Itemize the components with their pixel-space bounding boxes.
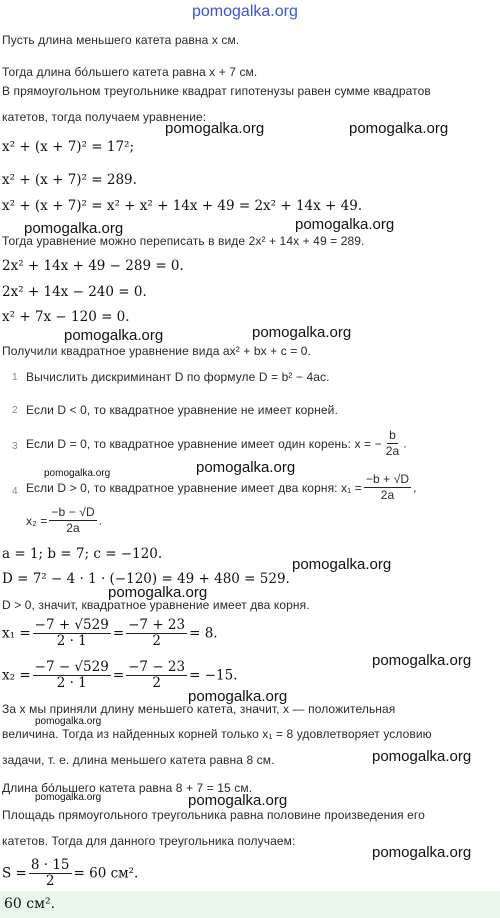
list-item: Если D < 0, то квадратное уравнение не имеет корней. [26, 403, 338, 417]
fraction [29, 858, 72, 889]
numerator: −7 + √529 [34, 617, 109, 633]
watermark: pomogalka.org [372, 748, 472, 765]
equation [2, 618, 218, 649]
list-number: 2 [12, 405, 18, 416]
equation: x² + 7x − 120 = 0. [2, 309, 130, 325]
list-item [26, 472, 417, 503]
equation [2, 660, 238, 691]
watermark: pomogalka.org [372, 652, 472, 669]
equation-lhs: x₂ = [2, 667, 31, 684]
equation: D = 7² − 4 · 1 · (−120) = 49 + 480 = 529. [2, 571, 290, 587]
result: = 60 см². [73, 865, 139, 882]
list-item-text: Если D = 0, то квадратное уравнение имеет один корень: x = − [26, 436, 382, 451]
denominator: 2a [66, 521, 80, 535]
list-item-text: Если D > 0, то квадратное уравнение имеет два корня: x₁ = [26, 480, 362, 495]
watermark: pomogalka.org [295, 216, 395, 233]
equals: = [112, 667, 125, 684]
numerator: −b − √D [51, 505, 95, 519]
fraction [126, 660, 187, 691]
denominator: 2 · 1 [56, 675, 87, 691]
answer-text: 60 см². [4, 896, 56, 912]
watermark: pomogalka.org [64, 327, 164, 344]
fraction [33, 618, 111, 649]
watermark: pomogalka.org [108, 584, 208, 601]
text-line: D > 0, значит, квадратное уравнение имеет два корня. [2, 598, 310, 612]
text-line: катетов, тогда получаем уравнение: [2, 110, 207, 124]
denominator: 2 [152, 633, 161, 649]
result: = −15. [189, 667, 238, 684]
denominator: 2a [380, 488, 395, 502]
watermark: pomogalka.org [188, 688, 288, 705]
text-line: В прямоугольном треугольнике квадрат гипотенузы равен сумме квадратов [2, 84, 431, 98]
text-line: величина. Тогда из найденных корней только x₁ = 8 удовлетворяет условию [2, 727, 432, 741]
watermark: pomogalka.org [188, 792, 288, 809]
equation-lhs: S = [2, 865, 27, 882]
denominator: 2 · 1 [56, 633, 87, 649]
equation: x² + (x + 7)² = x² + x² + 14x + 49 = 2x² + 14x + 49. [2, 198, 363, 214]
answer-box [0, 891, 500, 918]
equation: x² + (x + 7)² = 289. [2, 172, 137, 188]
equation: 2x² + 14x − 240 = 0. [2, 284, 147, 300]
text-line: Длина бо́льшего катета равна 8 + 7 = 15 см. [2, 781, 253, 795]
text-line: Тогда уравнение можно переписать в виде 2x² + 14x + 49 = 289. [2, 234, 365, 248]
list-number: 1 [12, 372, 18, 383]
list-item: Вычислить дискриминант D по формуле D = b² − 4ac. [26, 370, 330, 384]
list-item [26, 428, 407, 459]
text-line: Тогда длина бо́льшего катета равна x + 7 см. [2, 65, 258, 79]
numerator: 8 · 15 [30, 857, 70, 873]
watermark: pomogalka.org [349, 120, 449, 137]
list-number: 4 [12, 486, 18, 497]
equation: x² + (x + 7)² = 17²; [2, 139, 134, 155]
watermark: pomogalka.org [196, 459, 296, 476]
denominator: 2 [152, 675, 161, 691]
text-line: Получили квадратное уравнение вида ax² + bx + c = 0. [2, 344, 311, 358]
numerator: −7 + 23 [128, 617, 186, 633]
watermark: pomogalka.org [24, 220, 124, 237]
fraction [364, 472, 411, 503]
equation: a = 1; b = 7; c = −120. [2, 546, 163, 562]
fraction [33, 660, 111, 691]
text-line: Площадь прямоугольного треугольника равна половине произведения его [2, 808, 425, 822]
punctuation: . [98, 513, 103, 528]
list-number: 3 [12, 441, 18, 452]
numerator: b [389, 428, 396, 442]
text-line: задачи, т. е. длина меньшего катета равна 8 см. [2, 753, 275, 767]
equation-lhs: x₁ = [2, 625, 31, 642]
text-line: катетов. Тогда для данного треугольника получаем: [2, 834, 296, 848]
watermark: pomogalka.org [35, 716, 102, 727]
numerator: −b + √D [365, 472, 410, 486]
equation [2, 858, 138, 889]
equation-lhs: x₂ = [26, 513, 48, 528]
fraction [49, 505, 96, 536]
punctuation: . [403, 436, 407, 451]
watermark: pomogalka.org [165, 120, 265, 137]
numerator: −7 − 23 [128, 659, 186, 675]
watermark: pomogalka.org [292, 556, 392, 573]
watermark: pomogalka.org [252, 324, 352, 341]
result: = 8. [189, 625, 218, 642]
fraction [384, 428, 402, 459]
denominator: 2a [385, 444, 400, 458]
text-line: За x мы приняли длину меньшего катета, значит, x — положительная [2, 702, 396, 716]
watermark: pomogalka.org [372, 844, 472, 861]
watermark: pomogalka.org [192, 3, 298, 20]
list-item-continued [26, 505, 102, 536]
text-line: Пусть длина меньшего катета равна x см. [2, 33, 240, 47]
fraction [126, 618, 187, 649]
numerator: −7 − √529 [34, 659, 109, 675]
equals: = [112, 625, 125, 642]
watermark: pomogalka.org [44, 468, 111, 479]
equation: 2x² + 14x + 49 − 289 = 0. [2, 258, 184, 274]
watermark: pomogalka.org [35, 792, 102, 803]
denominator: 2 [45, 873, 55, 889]
punctuation: , [413, 480, 417, 495]
